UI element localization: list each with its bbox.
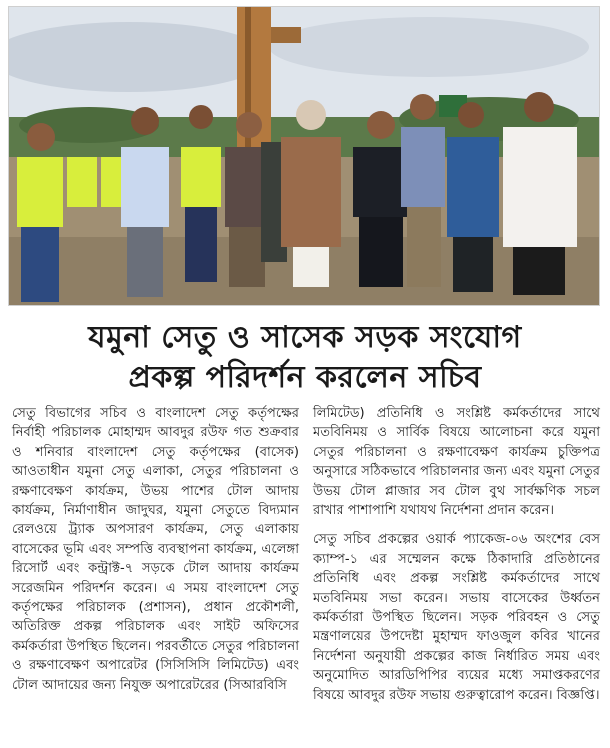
- article-body: [12, 404, 600, 742]
- article-paragraph: সেতু বিভাগের সচিব ও বাংলাদেশ সেতু কর্তৃপক্ষের নির্বাহী পরিচালক মোহাম্মদ আবদুর রউফ গত শুক্রবার ও শনিবার বাংলাদেশ সেতু কর্তৃপক্ষের (বাসেক) আওতাধীন যমুনা সেতু এলাকা, সেতুর পরিচালনা ও রক্ষণাবেক্ষণ কার্যক্রম, উভয় পাশের টোল আদায় কার্যক্রম, নির্মাণাধীন জাদুঘর, যমুনা সেতুতে বিদ্যমান রেলওয়ে ট্র্যাক অপসারণ কার্যক্রম, সেতু এলাকায় বাসেকের ভূমি এবং সম্পত্তি ব্যবস্থাপনা কার্যক্রম, এলেঙ্গা রিসোর্ট এবং কন্ট্রাক্ট-৭ সড়কে টোল আদায় কার্যক্রম সরেজমিন পরিদর্শন করেন। এ সময় বাংলাদেশ সেতু কর্তৃপক্ষের পরিচালক (প্রশাসন), প্রধান প্রকৌশলী, অতিরিক্ত প্রকল্প পরিচালক এবং সাইট অফিসের কর্মকর্তারা উপস্থিত ছিলেন। পরবর্তীতে সেতুর পরিচালনা ও রক্ষণাবেক্ষণ অপারেটর (সিসিসিসি লিমিটেড) এবং টোল আদায়ের জন্য নিযুক্ত অপারেটরের (সিআরবিসি: [12, 406, 299, 693]
- article-column-2: [313, 404, 600, 742]
- headline-line-1: যমুনা সেতু ও সাসেক সড়ক সংযোগ: [88, 320, 522, 355]
- news-photo: [8, 6, 600, 306]
- article-paragraph: লিমিটেড) প্রতিনিধি ও সংশ্লিষ্ট কর্মকর্তাদের সাথে মতবিনিময় ও সার্বিক বিষয়ে আলোচনা করে যমুনা সেতুর পরিচালনা ও রক্ষণাবেক্ষণ কার্যক্রম চুক্তিপত্র অনুসারে সঠিকভাবে পরিচালনার জন্য এবং যমুনা সেতুর উভয় টোল প্লাজার সব টোল বুথ সার্বক্ষণিক সচল রাখার পাশাপাশি যথাযথ নির্দেশনা প্রদান করেন।: [313, 406, 600, 519]
- headline: [0, 318, 610, 398]
- article-paragraph: সেতু সচিব প্রকল্পের ওয়ার্ক প্যাকেজ-০৬ অংশের বেস ক্যাম্প-১ এর সম্মেলন কক্ষে ঠিকাদারি প্রতিষ্ঠানের প্রতিনিধি এবং প্রকল্প সংশ্লিষ্ট কর্মকর্তাদের সাথে মতবিনিময় সভা করেন। সভায় বাসেকের উর্ধ্বতন কর্মকর্তারা উপস্থিত ছিলেন। সড়ক পরিবহন ও সেতু মন্ত্রণালয়ের উপদেষ্টা মুহাম্মদ ফাওজুল কবির খানের নির্দেশনা অনুযায়ী প্রকল্পের কাজ নির্ধারিত সময় এবং অনুমোদিত আরডিপিপির ব্যয়ের মধ্যে সমাপ্তকরণের বিষয়ে আবদুর রউফ সভায় গুরুত্বারোপ করেন। বিজ্ঞপ্তি।: [313, 532, 600, 703]
- article-column-1: [12, 404, 299, 742]
- headline-line-2: প্রকল্প পরিদর্শন করলেন সচিব: [128, 360, 482, 395]
- site-inspection-photo: [9, 7, 599, 305]
